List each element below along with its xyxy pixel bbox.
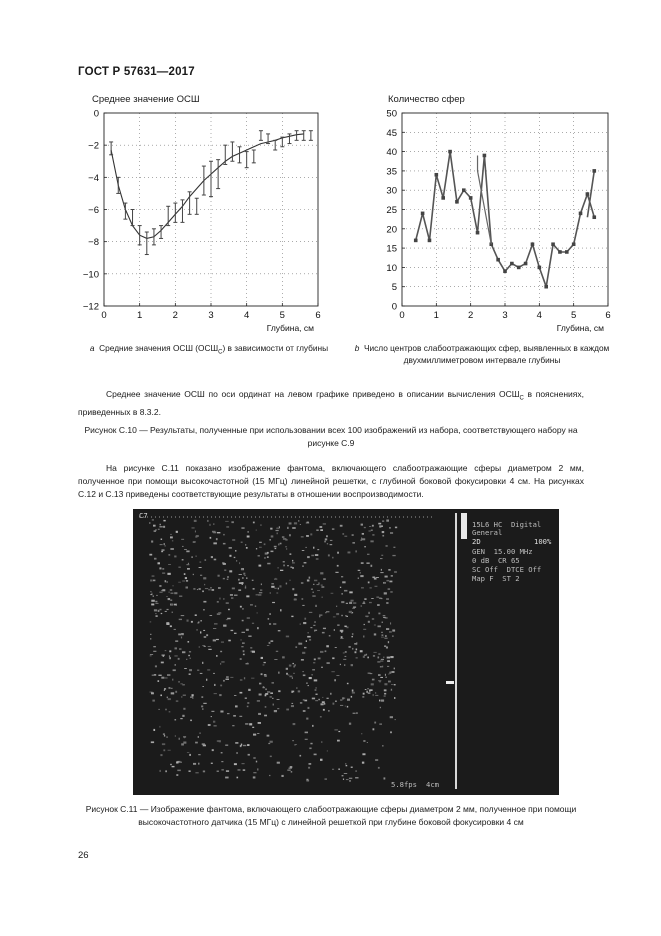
chart-a-errorbar	[202, 166, 206, 195]
chart-b-ytick-label: 10	[386, 262, 397, 274]
chart-a-errorbar	[223, 145, 227, 164]
depth-scale-bar	[455, 513, 457, 789]
chart-a-caption-sub: C	[218, 349, 223, 356]
chart-b-marker	[544, 285, 548, 289]
info-line-7: Map F ST 2	[472, 574, 520, 583]
chart-a-errorbar	[209, 161, 213, 196]
chart-a-errorbar	[195, 198, 199, 214]
chart-a-errorbar	[230, 142, 234, 161]
info-line-4: GEN 15.00 MHz	[472, 547, 533, 556]
chart-a-errorbar	[252, 150, 256, 163]
chart-b-ytick-label: 45	[386, 127, 397, 139]
chart-b-marker	[572, 242, 576, 246]
depth-readout: 4cm	[426, 780, 439, 789]
paragraph-phantom: На рисунке С.11 показано изображение фантома, включающего слабоотражающие сферы диаметром 2 мм, полученное при помощи высокочастотной (15 МГц) линейной решетки, с глубиной боковой фокусировки 4 см. На рисунках С.12 и С.13 приведены соответствующие результаты в отношении воспроизводимости.	[78, 463, 584, 499]
us-top-left-marker: C7	[139, 511, 148, 520]
chart-b-caption-letter: b	[354, 343, 360, 353]
chart-b-marker	[435, 173, 439, 177]
chart-a-ytick-label: −12	[82, 301, 99, 313]
chart-a-xtick-label: 3	[208, 310, 214, 321]
chart-b-marker	[510, 262, 514, 266]
fps-readout: 5.8fps	[391, 780, 417, 789]
chart-b-marker	[428, 239, 432, 243]
info-line-2: General	[472, 528, 503, 537]
chart-a-title: Среднее значение ОСШ	[92, 94, 200, 105]
chart-b-ytick-label: 5	[391, 282, 397, 294]
paragraph-snr-note	[78, 388, 584, 419]
chart-b-xtick-label: 2	[468, 310, 474, 321]
chart-a-xtick-label: 5	[279, 310, 285, 321]
chart-a-errorbar	[216, 160, 220, 189]
chart-b-sphere-count	[360, 106, 622, 338]
chart-a-caption-text: Средние значения ОСШ (ОСШ	[99, 343, 219, 353]
chart-a-ytick-label: −4	[88, 172, 99, 184]
chart-b-marker	[551, 242, 555, 246]
chart-a-xtick-label: 4	[244, 310, 250, 321]
chart-b-ytick-label: 30	[386, 185, 397, 197]
chart-b-xtick-label: 5	[571, 310, 577, 321]
gray-map-bar	[461, 513, 467, 539]
chart-b-marker	[531, 242, 535, 246]
chart-b-marker	[469, 196, 473, 200]
chart-b-marker	[462, 188, 466, 192]
chart-a-errorbar	[145, 232, 149, 255]
chart-b-marker	[483, 154, 487, 158]
chart-a-ytick-label: −6	[88, 205, 99, 216]
chart-b-marker	[421, 212, 425, 216]
info-line-5: 0 dB CR 65	[472, 556, 520, 565]
chart-b-ytick-label: 15	[386, 243, 397, 255]
chart-b-marker	[579, 212, 583, 216]
chart-b-xlabel: Глубина, см	[556, 323, 604, 333]
page-number: 26	[78, 850, 89, 861]
chart-a-xtick-label: 0	[101, 310, 107, 321]
chart-b-ytick-label: 35	[386, 166, 397, 178]
chart-b-xtick-label: 1	[433, 310, 439, 321]
chart-a-ytick-label: −2	[88, 140, 99, 152]
chart-b-xtick-label: 4	[536, 310, 542, 321]
chart-b-ytick-label: 0	[391, 301, 397, 313]
chart-b-marker	[414, 239, 418, 243]
chart-a-xtick-label: 6	[315, 310, 321, 321]
chart-a-xtick-label: 2	[172, 310, 178, 321]
focus-marker	[446, 681, 454, 684]
chart-b-marker	[592, 169, 596, 173]
chart-a-errorbar	[166, 206, 170, 225]
chart-b-marker	[558, 250, 562, 254]
ultrasound-image	[133, 509, 559, 795]
chart-b-ytick-label: 20	[386, 224, 397, 236]
chart-b-marker	[592, 215, 596, 219]
chart-b-xtick-label: 3	[502, 310, 508, 321]
chart-b-marker	[476, 231, 480, 235]
chart-b-ytick-label: 40	[386, 147, 397, 159]
chart-b-xtick-label: 6	[605, 310, 611, 321]
chart-b-secondary-line	[478, 155, 492, 244]
chart-a-xlabel: Глубина, см	[266, 323, 314, 333]
chart-b-marker	[538, 266, 542, 270]
chart-b-marker	[517, 266, 521, 270]
chart-a-errorbar	[302, 131, 306, 141]
figure-c10-caption: Рисунок С.10 — Результаты, полученные при использовании всех 100 изображений из набора, соответствующего набору на рисунке С.9	[84, 425, 578, 448]
chart-a-errorbar	[259, 131, 263, 141]
chart-b-marker	[448, 150, 452, 154]
chart-a-errorbar	[180, 200, 184, 223]
paragraph-snr-note-text: Среднее значение ОСШ по оси ординат на левом графике приведено в описании вычисления ОСШ	[106, 389, 520, 399]
info-line-1: 15L6 HC Digital	[472, 520, 542, 529]
chart-b-marker	[524, 262, 528, 266]
paragraph-snr-note-rest: в пояснениях, приведенных в 8.3.2.	[78, 389, 584, 417]
figure-c11-caption: Рисунок С.11 — Изображение фантома, включающего слабоотражающие сферы диаметром 2 мм, полученное при помощи высокочастотного датчика (15 МГц) с линейной решеткой при глубине боковой фокусировки 4 см	[85, 804, 577, 827]
chart-a-errorbar	[238, 147, 242, 163]
chart-a-snr-vs-depth	[78, 106, 328, 338]
info-line-3: 2D	[472, 537, 481, 546]
chart-b-marker	[565, 250, 569, 254]
speckle-group	[149, 520, 397, 782]
chart-a-ytick-label: −8	[88, 237, 99, 249]
chart-a-xtick-label: 1	[137, 310, 143, 321]
chart-a-caption	[84, 342, 334, 359]
chart-a-errorbar	[309, 131, 313, 141]
chart-a-caption-letter: a	[89, 343, 95, 353]
chart-b-marker	[441, 196, 445, 200]
chart-b-caption-text: Число центров слабоотражающих сфер, выявленных в каждом двухмиллиметровом интервале глубины	[363, 343, 610, 365]
chart-a-errorbar	[287, 134, 291, 144]
chart-b-ytick-label: 50	[386, 108, 397, 120]
chart-b-marker	[503, 269, 507, 273]
chart-a-errorbar	[109, 142, 113, 155]
document-header: ГОСТ Р 57631—2017	[78, 66, 195, 78]
chart-a-ytick-label: −10	[82, 269, 99, 281]
chart-b-marker	[586, 192, 590, 196]
chart-a-caption-rest: ) в зависимости от глубины	[222, 343, 329, 353]
paragraph-snr-note-sub: C	[519, 395, 524, 402]
chart-b-marker	[455, 200, 459, 204]
chart-b-caption	[346, 342, 618, 366]
gain-readout: 100%	[534, 537, 552, 546]
chart-b-line	[416, 152, 595, 287]
chart-b-xtick-label: 0	[399, 310, 405, 321]
chart-b-marker	[496, 258, 500, 262]
chart-b-ytick-label: 25	[386, 205, 397, 216]
chart-a-ytick-label: 0	[93, 108, 99, 120]
chart-b-title: Количество сфер	[388, 94, 465, 105]
chart-a-errorbar	[245, 152, 249, 168]
info-line-6: SC Off DTCE Off	[472, 565, 542, 574]
